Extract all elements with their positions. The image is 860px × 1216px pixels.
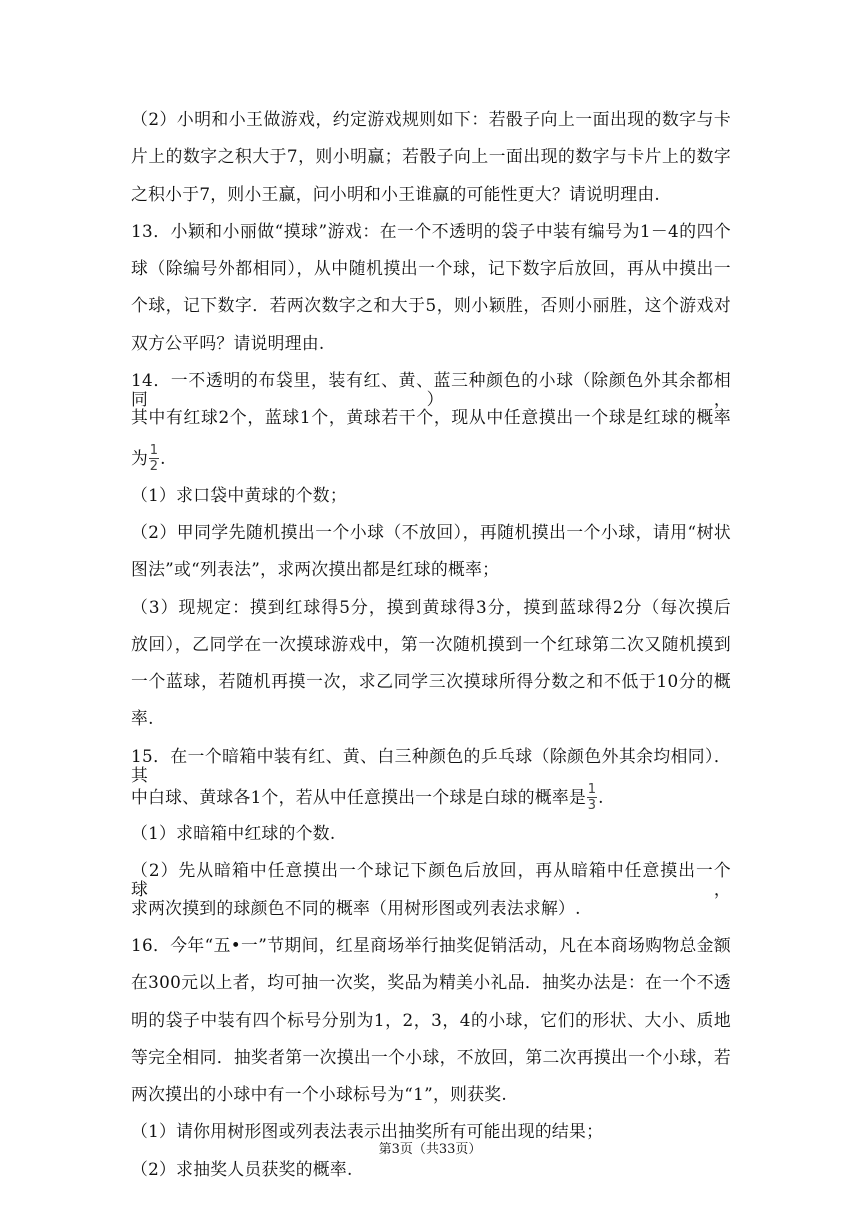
page-content bbox=[131, 110, 731, 1197]
page-footer: 第3页（共33页） bbox=[378, 1142, 482, 1157]
text-line: 双方公平吗？请说明理由. bbox=[131, 332, 325, 353]
question-13-title: 13．小颖和小丽做“摸球”游戏：在一个不透明的袋子中装有编号为1－4的四个 bbox=[131, 220, 731, 241]
text-line: （1）求暗箱中红球的个数. bbox=[131, 823, 336, 844]
q14-probability-line bbox=[131, 443, 731, 475]
text-line: 其中有红球2个，蓝球1个，黄球若干个，现从中任意摸出一个球是红球的概率 bbox=[131, 407, 731, 428]
text-line: （2）小明和小王做游戏，约定游戏规则如下：若骰子向上一面出现的数字与卡 bbox=[131, 109, 731, 129]
text-line: 个球，记下数字．若两次数字之和大于5，则小颖胜，否则小丽胜，这个游戏对 bbox=[131, 295, 731, 316]
question-16-title: 16．今年“五•一”节期间，红星商场举行抽奖促销活动，凡在本商场购物总金额 bbox=[131, 934, 731, 955]
q15-probability-line bbox=[131, 781, 731, 813]
text-line: （3）现规定：摸到红球得5分，摸到黄球得3分，摸到蓝球得2分（每次摸后 bbox=[131, 596, 731, 617]
text-line: 图法”或“列表法”，求两次摸出都是红球的概率； bbox=[131, 559, 500, 580]
text-line: （2）甲同学先随机摸出一个小球（不放回），再随机摸出一个小球，请用“树状 bbox=[131, 521, 731, 542]
text-line: 片上的数字之积大于7，则小明赢；若骰子向上一面出现的数字与卡片上的数字 bbox=[131, 146, 731, 167]
text-line: 等完全相同．抽奖者第一次摸出一个小球，不放回，第二次再摸出一个小球，若 bbox=[131, 1046, 731, 1067]
text-span: 中白球、黄球各1个，若从中任意摸出一个球是白球的概率是 bbox=[131, 786, 587, 807]
fraction-numerator: 1 bbox=[587, 781, 597, 797]
question-14-title: 14．一不透明的布袋里，装有红、黄、蓝三种颜色的小球（除颜色外其余都相同）， bbox=[131, 370, 731, 410]
fraction-denominator: 2 bbox=[149, 459, 159, 475]
fraction-numerator: 1 bbox=[149, 443, 159, 459]
text-line: 两次摸出的小球中有一个小球标号为“1”，则获奖. bbox=[131, 1084, 507, 1105]
text-line: 之积小于7，则小王赢，问小明和小王谁赢的可能性更大？请说明理由. bbox=[131, 183, 661, 204]
text-line: （2）先从暗箱中任意摸出一个球记下颜色后放回，再从暗箱中任意摸出一个球， bbox=[131, 860, 731, 900]
text-line: （2）求抽奖人员获奖的概率. bbox=[131, 1158, 353, 1179]
text-line: 球（除编号外都相同），从中随机摸出一个球，记下数字后放回，再从中摸出一 bbox=[131, 258, 731, 279]
fraction-one-half bbox=[149, 444, 159, 473]
text-line: 明的袋子中装有四个标号分别为1，2，3，4的小球，它们的形状、大小、质地 bbox=[131, 1009, 731, 1030]
fraction-one-third bbox=[587, 783, 597, 812]
text-span: 为 bbox=[131, 448, 149, 469]
text-line: 求两次摸到的球颜色不同的概率（用树形图或列表法求解）. bbox=[131, 897, 581, 918]
text-line: 在300元以上者，均可抽一次奖，奖品为精美小礼品．抽奖办法是：在一个不透 bbox=[131, 972, 731, 993]
text-line: 放回），乙同学在一次摸球游戏中，第一次随机摸到一个红球第二次又随机摸到 bbox=[131, 633, 731, 654]
text-span: . bbox=[160, 448, 166, 469]
fraction-denominator: 3 bbox=[587, 797, 597, 813]
question-15-title: 15．在一个暗箱中装有红、黄、白三种颜色的乒乓球（除颜色外其余均相同）．其 bbox=[131, 745, 731, 785]
text-span: . bbox=[598, 786, 604, 807]
text-line: 一个蓝球，若随机再摸一次，求乙同学三次摸球所得分数之和不低于10分的概 bbox=[131, 671, 731, 692]
text-line: （1）请你用树形图或列表法表示出抽奖所有可能出现的结果； bbox=[131, 1121, 604, 1142]
text-line: 率. bbox=[131, 708, 154, 729]
text-line: （1）求口袋中黄球的个数； bbox=[131, 484, 347, 505]
